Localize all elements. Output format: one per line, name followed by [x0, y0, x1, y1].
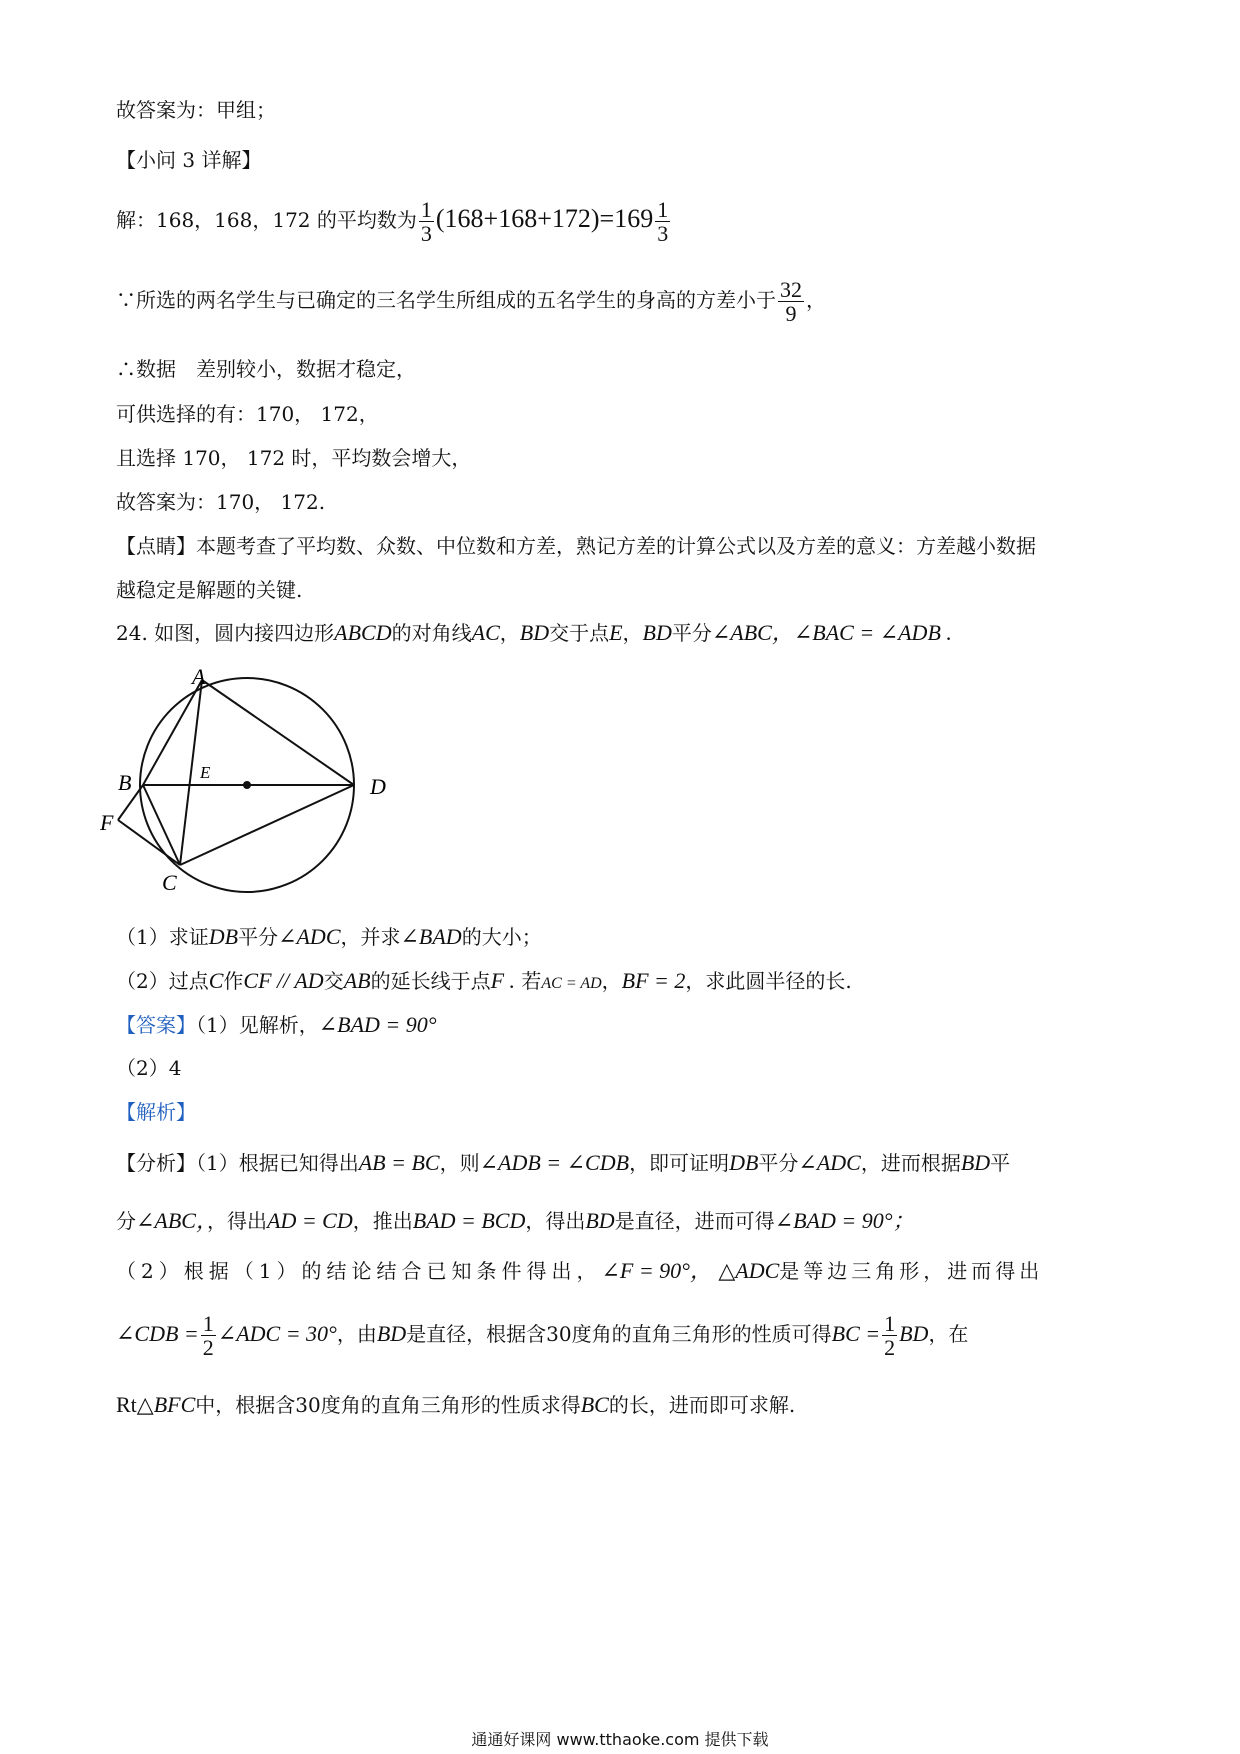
analysis-line-5: Rt△BFC中，根据含30度角的直角三角形的性质求得BC的长，进而即可求解.	[116, 1392, 796, 1417]
label-F: F	[100, 810, 114, 835]
therefore-line: ∴数据 差别较小，数据才稳定，	[116, 357, 416, 381]
label-E: E	[200, 763, 211, 782]
label-B: B	[118, 770, 132, 795]
fraction: $\frac{1}{2}$	[202, 1311, 214, 1361]
options-line: 可供选择的有：170， 172，	[116, 402, 379, 426]
label-D: D	[370, 774, 386, 799]
variance-condition: ∵所选的两名学生与已确定的三名学生所组成的五名学生的身高的方差小于 $\frac{32}{9}$ ，	[116, 277, 826, 327]
segment-AB	[143, 680, 202, 785]
fraction: $\frac{1}{3}$	[657, 197, 669, 247]
question-24: 24. 如图，圆内接四边形ABCD的对角线AC，BD交于点E，BD平分∠ABC，∠BAC = ∠ADB .	[116, 620, 952, 645]
segment-AC	[180, 680, 202, 865]
segment-AD	[202, 680, 354, 785]
fraction: $\frac{32}{9}$	[780, 277, 802, 327]
label-C: C	[162, 870, 177, 895]
answer-1: 【答案】（1）见解析，∠BAD = 90°	[116, 1012, 437, 1037]
analysis-line-2: 分∠ABC，，得出AD = CD，推出BAD = BCD，得出BD是直径，进而可得∠BAD = 90°；	[116, 1208, 915, 1233]
answer-line-1: 故答案为：甲组；	[116, 98, 276, 122]
answer-line-2: 故答案为：170， 172.	[116, 490, 326, 514]
mean-calculation: 解：168，168，172 的平均数为 $\frac{1}{3}$ (168+168+172)=169 $\frac{1}{3}$	[116, 197, 669, 247]
subquestion-3-heading: 【小问 3 详解】	[116, 148, 262, 172]
fraction: $\frac{1}{2}$	[884, 1311, 896, 1361]
center-point	[243, 781, 251, 789]
segment-CD	[180, 785, 354, 865]
label-A: A	[192, 664, 206, 689]
analysis-label: 【解析】	[116, 1100, 196, 1124]
footer: 通通好课网 www.tthaoke.com 提供下载	[471, 1730, 769, 1749]
part-1: （1）求证DB平分∠ADC，并求∠BAD的大小；	[116, 924, 542, 949]
analysis-line-3: （2）根据（1）的结论结合已知条件得出，∠F = 90°， △ADC是等边三角形，进而得出	[116, 1258, 1044, 1283]
select-line: 且选择 170， 172 时，平均数会增大，	[116, 446, 472, 470]
geometry-figure	[100, 660, 400, 900]
answer-2: （2）4	[116, 1056, 182, 1080]
comment-line-1: 【点睛】本题考查了平均数、众数、中位数和方差，熟记方差的计算公式以及方差的意义：方差越小数据	[116, 534, 1036, 558]
fraction: $\frac{1}{3}$	[420, 197, 432, 247]
analysis-line-4: ∠CDB = $\frac{1}{2}$ ∠ADC = 30°，由BD是直径，根据含30度角的直角三角形的性质可得BC = $\frac{1}{2}$ BD，在	[116, 1311, 969, 1361]
analysis-line-1: 【分析】（1）根据已知得出AB = BC，则∠ADB = ∠CDB，即可证明DB平分∠ADC，进而根据BD平	[116, 1150, 1011, 1175]
part-2: （2）过点C作CF // AD交AB的延长线于点F . 若AC = AD，BF = 2，求此圆半径的长.	[116, 968, 852, 993]
answer-label: 【答案】	[116, 1013, 196, 1037]
comment-line-2: 越稳定是解题的关键.	[116, 578, 303, 602]
